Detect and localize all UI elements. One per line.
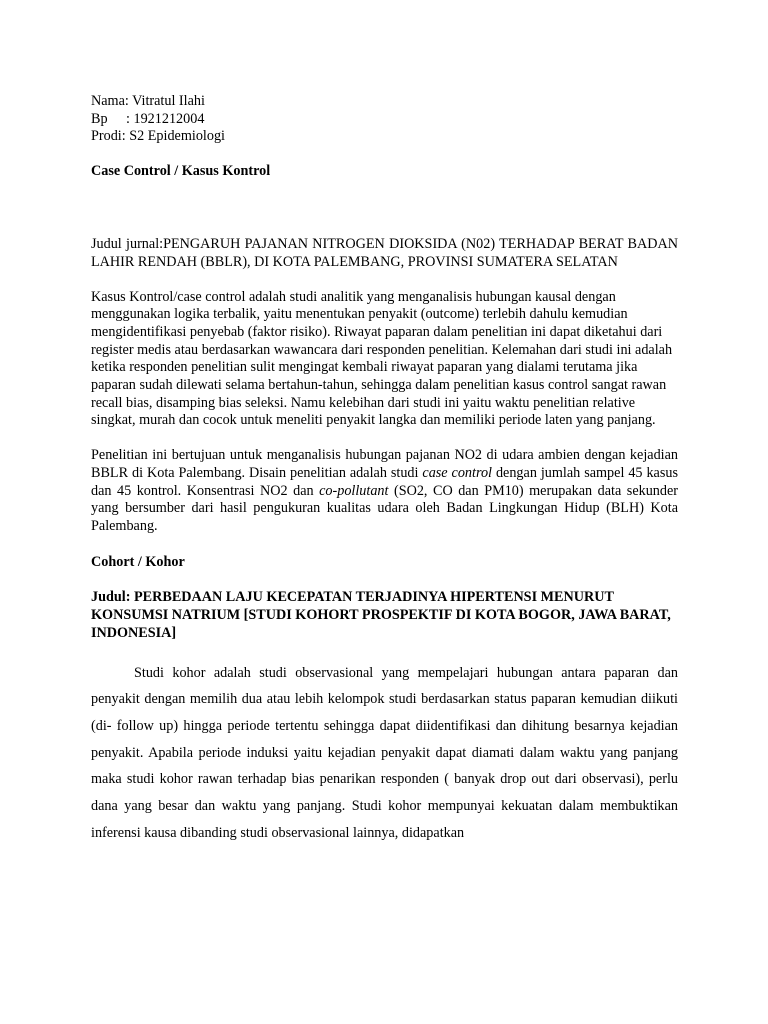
student-id-value: : 1921212004 (126, 110, 205, 127)
section-title-case-control: Case Control / Kasus Kontrol (91, 163, 271, 180)
section-title-cohort: Cohort / Kohor (91, 553, 185, 570)
paragraph-cohort-definition: Studi kohor adalah studi observasional yang mempelajari hubungan antara paparan dan penyakit dengan memilih dua atau lebih kelompok studi berdasarkan status paparan kemudian diikuti (di- follow up) hingga periode tertentu sehingga dapat diidentifikasi dan dihitung besarnya kejadian penyakit. Apabila periode induksi yaitu kejadian penyakit dapat diamati dalam waktu yang panjang maka studi kohor rawan terhadap bias penarikan responden ( banyak drop out dari observasi), perlu dana yang besar dan waktu yang panjang. Studi kohor mempunyai kekuatan dalam membuktikan inferensi kausa dibanding studi observasional lainnya, didapatkan (91, 664, 678, 841)
paragraph-italic-term: co-pollutant (319, 482, 389, 499)
student-id-label: Bp (91, 110, 108, 127)
paragraph-text-part: dengan jumlah sampel 45 kasus dan 45 kontrol. Konsentrasi NO2 dan (91, 464, 678, 499)
student-name: Nama: Vitratul Ilahi (91, 93, 205, 109)
paragraph-case-control-definition: Kasus Kontrol/case control adalah studi analitik yang menganalisis hubungan kausal dengan menggunakan logika terbalik, yaitu menentukan penyakit (outcome) terlebih dahulu kemudian mengidentifikasi penyebab (faktor risiko). Riwayat paparan dalam penelitian ini dapat diketahui dari register medis atau berdasarkan wawancara dari responden penelitian. Kelemahan dari studi ini adalah ketika responden penelitian sulit mengingat kembali riwayat paparan yang dialami terutama jika paparan sudah dilewati selama bertahun-tahun, sehingga dalam penelitian kasus control sangat rawan recall bias, disamping bias seleksi. Namu kelebihan dari studi ini yaitu waktu penelitian relative singkat, murah dan cocok untuk meneliti penyakit langka dan memiliki periode laten yang panjang. (91, 288, 673, 429)
document-page (91, 93, 678, 847)
student-id-row (91, 111, 678, 129)
paragraph-italic-term: case control (422, 464, 492, 481)
paragraph-text-part: Penelitian ini bertujuan untuk menganalisis hubungan pajanan NO2 di udara ambien dengan kejadian BBLR di Kota Palembang. Disain penelitian adalah studi (91, 447, 678, 481)
journal-title-case-control: Judul jurnal:PENGARUH PAJANAN NITROGEN DIOKSIDA (N02) TERHADAP BERAT BADAN LAHIR RENDAH (BBLR), DI KOTA PALEMBANG, PROVINSI SUMATERA SELATAN (91, 236, 678, 270)
paragraph-text-part: (SO2, CO dan PM10) merupakan data sekunder yang bersumber dari hasil pengukuran kualitas udara oleh Badan Lingkungan Hidup (BLH) Kota Palembang. (91, 482, 679, 534)
author-info (91, 93, 678, 146)
paragraph-case-control-study (91, 447, 678, 536)
journal-title-cohort: Judul: PERBEDAAN LAJU KECEPATAN TERJADINYA HIPERTENSI MENURUT KONSUMSI NATRIUM [STUDI KOHORT PROSPEKTIF DI KOTA BOGOR, JAWA BARAT, INDONESIA] (91, 588, 671, 641)
study-program: Prodi: S2 Epidemiologi (91, 128, 225, 145)
